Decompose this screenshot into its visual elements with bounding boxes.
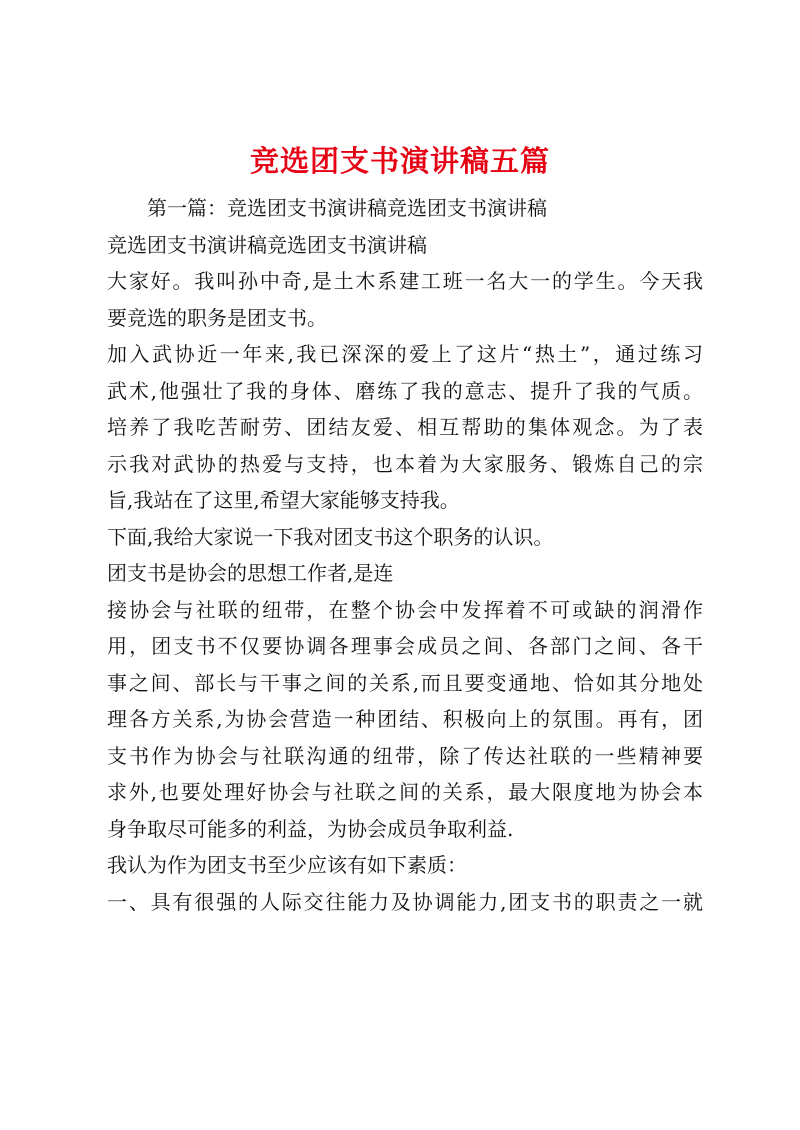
paragraph-line: 示我对武协的热爱与支持，也本着为大家服务、锻炼自己的宗 [107, 451, 703, 476]
paragraph-line: 团支书是协会的思想工作者,是连 [107, 561, 394, 585]
paragraph-line: 用，团支书不仅要协调各理事会成员之间、各部门之间、各干 [107, 634, 703, 658]
document-title: 竞选团支书演讲稿五篇 [249, 144, 550, 178]
paragraph-line: 身争取尽可能多的利益，为协会成员争取利益. [107, 816, 514, 841]
document-body [107, 190, 703, 920]
paragraph-line: 大家好。我叫孙中奇,是土木系建工班一名大一的学生。今天我 [107, 269, 703, 293]
paragraph-line: 加入武协近一年来,我已深深的爱上了这片“热土”，通过练习 [107, 342, 703, 366]
paragraph-line: 下面,我给大家说一下我对团支书这个职务的认识。 [107, 524, 554, 549]
paragraph-line: 事之间、部长与干事之间的关系,而且要变通地、恰如其分地处 [107, 670, 703, 695]
paragraph-line: 培养了我吃苦耐劳、团结友爱、相互帮助的集体观念。为了表 [107, 415, 703, 439]
paragraph-line: 我认为作为团支书至少应该有如下素质： [107, 853, 467, 877]
paragraph-line: 支书作为协会与社联沟通的纽带，除了传达社联的一些精神要 [107, 743, 703, 768]
paragraph-line: 要竞选的职务是团支书。 [107, 305, 327, 330]
paragraph-line: 理各方关系,为协会营造一种团结、积极向上的氛围。再有，团 [107, 707, 703, 731]
paragraph-line: 武术,他强壮了我的身体、磨练了我的意志、提升了我的气质。 [107, 378, 703, 403]
paragraph-line: 接协会与社联的纽带，在整个协会中发挥着不可或缺的润滑作 [107, 597, 703, 622]
paragraph-line: 求外,也要处理好协会与社联之间的关系，最大限度地为协会本 [107, 780, 703, 804]
paragraph-line: 旨,我站在了这里,希望大家能够支持我。 [107, 488, 460, 512]
section-heading: 第一篇：竞选团支书演讲稿竞选团支书演讲稿 [147, 196, 547, 220]
paragraph-line: 一、具有很强的人际交往能力及协调能力,团支书的职责之一就 [107, 889, 703, 914]
paragraph-line: 竞选团支书演讲稿竞选团支书演讲稿 [107, 232, 427, 257]
